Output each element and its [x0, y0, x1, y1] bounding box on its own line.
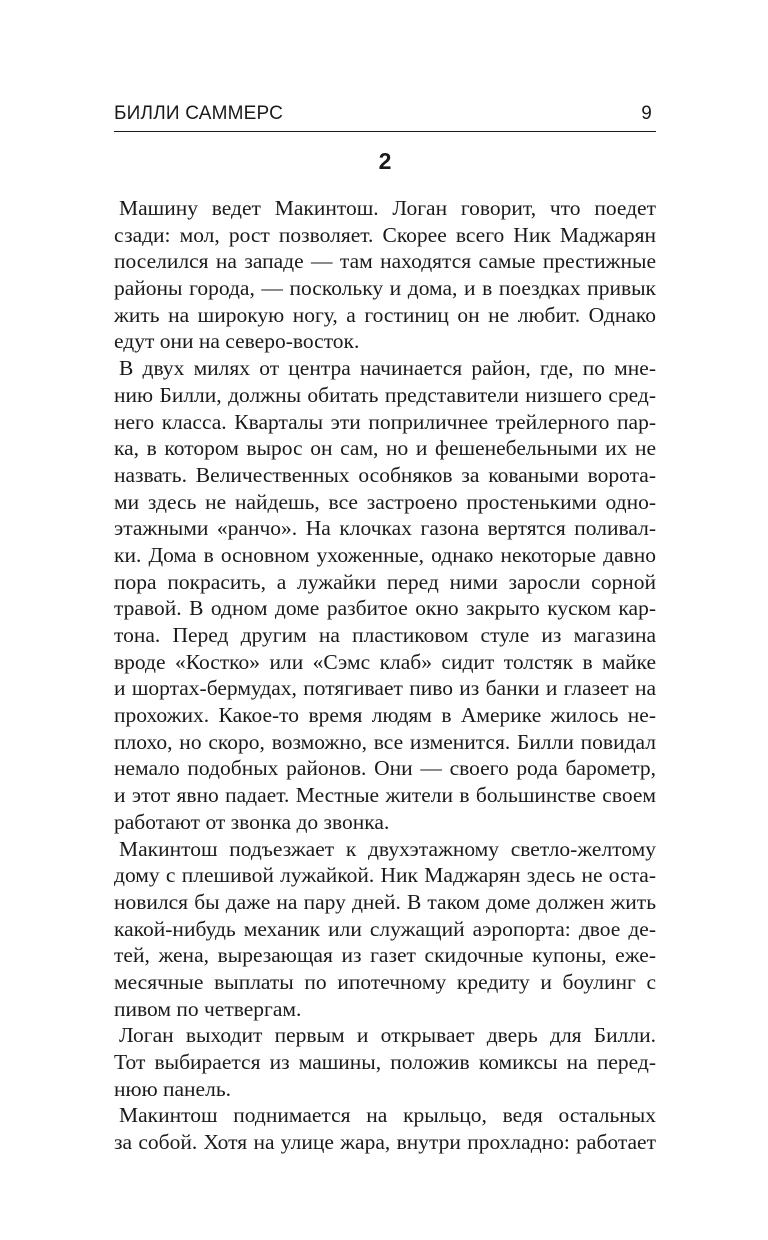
text-line: этажными «ранчо». На клочках газона вертятся поливал-: [114, 516, 656, 541]
text-line: плохо, но скоро, возможно, все изменится. Билли повидал: [114, 729, 656, 754]
text-line: немало подобных районов. Они — своего рода барометр,: [114, 756, 656, 781]
running-header: [114, 101, 656, 132]
text-line: пивом по четвергам.: [114, 996, 302, 1021]
text-line: тона. Перед другим на пластиковом стуле из магазина: [114, 623, 656, 647]
text-line: прохожих. Какое-то время людям в Америке жилось не-: [114, 703, 656, 728]
body-text: [114, 195, 656, 1156]
text-line: Логан выходит первым и открывает дверь для Билли.: [119, 1023, 656, 1048]
chapter-number: 2: [378, 148, 392, 174]
text-line: нию Билли, должны обитать представители низшего сред-: [114, 382, 656, 407]
text-line: и шортах-бермудах, потягивает пиво из банки и глазеет на: [114, 676, 656, 701]
text-line: ми здесь не найдешь, все застроено простенькими одно-: [114, 489, 656, 514]
text-line: него класса. Кварталы эти поприличнее трейлерного пар-: [114, 409, 656, 434]
text-line: сзади: мол, рост позволяет. Скорее всего Ник Маджарян: [114, 222, 656, 247]
text-line: работают от звонка до звонка.: [114, 809, 390, 834]
text-line: месячные выплаты по ипотечному кредиту и боулинг с: [114, 969, 656, 994]
text-line: травой. В одном доме разбитое окно закрыто куском кар-: [114, 596, 656, 621]
text-line: и этот явно падает. Местные жители в большинстве своем: [114, 783, 656, 808]
text-line: вроде «Костко» или «Сэмс клаб» сидит толстяк в майке: [114, 649, 656, 674]
text-line: районы города, — поскольку и дома, и в поездках привык: [114, 276, 656, 301]
text-line: за собой. Хотя на улице жара, внутри прохладно: работает: [114, 1130, 656, 1155]
text-line: тей, жена, вырезающая из газет скидочные купоны, еже-: [114, 943, 656, 968]
text-line: нюю панель.: [114, 1076, 232, 1101]
text-line: ка, в котором вырос он сам, но и фешенебельными их не: [114, 436, 656, 461]
text-line: Макинтош подъезжает к двухэтажному светло-желтому: [119, 836, 656, 861]
page-number: 9: [641, 103, 652, 124]
text-line: новился бы даже на пару дней. В таком доме должен жить: [114, 889, 656, 914]
text-line: какой-нибудь механик или служащий аэропорта: двое де-: [114, 916, 656, 941]
text-line: В двух милях от центра начинается район, где, по мне-: [119, 356, 656, 381]
book-title: БИЛЛИ САММЕРС: [114, 103, 284, 124]
text-line: жить на широкую ногу, а гостиниц он не любит. Однако: [114, 302, 656, 327]
text-line: пора покрасить, а лужайки перед ними заросли сорной: [114, 569, 656, 594]
text-line: поселился на западе — там находятся самые престижные: [114, 249, 656, 274]
text-line: дому с плешивой лужайкой. Ник Маджарян здесь не оста-: [114, 863, 656, 888]
text-line: назвать. Величественных особняков за коваными ворота-: [114, 462, 656, 487]
text-line: Машину ведет Макинтош. Логан говорит, что поедет: [119, 196, 656, 220]
text-line: Макинтош поднимается на крыльцо, ведя остальных: [119, 1103, 656, 1128]
text-line: ки. Дома в основном ухоженные, однако некоторые давно: [114, 542, 656, 567]
text-line: Тот выбирается из машины, положив комиксы на перед-: [114, 1050, 656, 1074]
text-line: едут они на северо-восток.: [114, 329, 360, 354]
